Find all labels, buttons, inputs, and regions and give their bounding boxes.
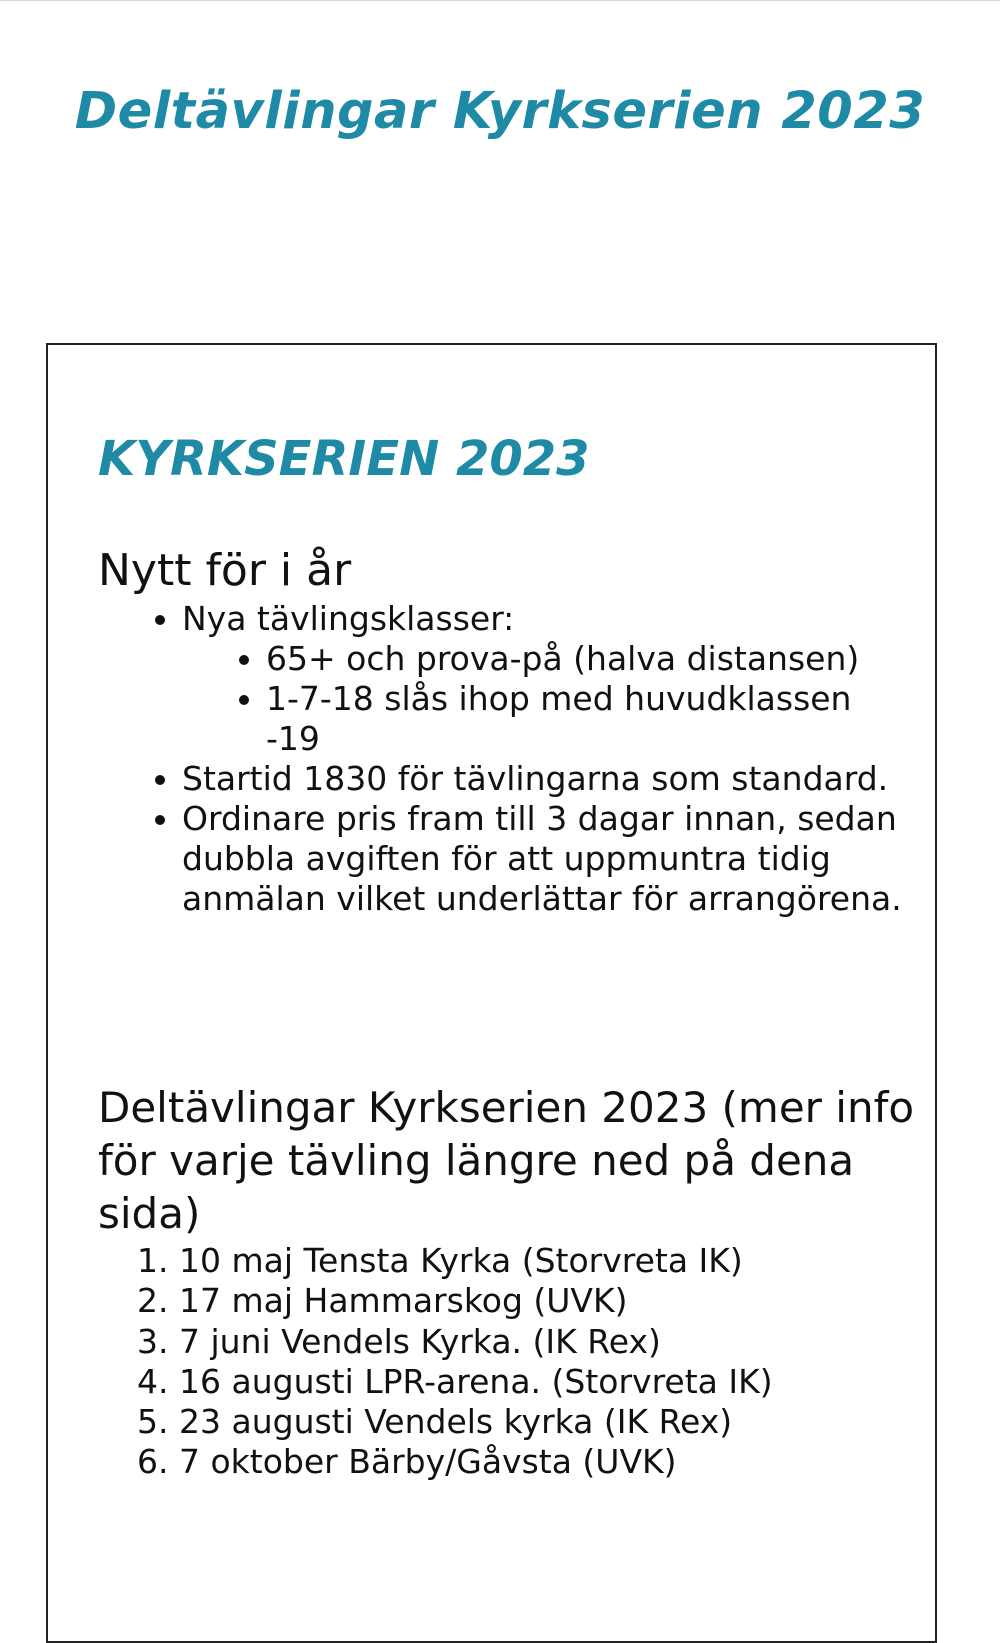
news-subitem: • 65+ och prova-på (halva distansen): [266, 639, 902, 679]
event-item: 6. 7 oktober Bärby/Gåvsta (UVK): [179, 1442, 919, 1482]
event-item: 2. 17 maj Hammarskog (UVK): [179, 1281, 919, 1321]
event-item: 3. 7 juni Vendels Kyrka. (IK Rex): [179, 1322, 919, 1362]
event-item: 5. 23 augusti Vendels kyrka (IK Rex): [179, 1402, 919, 1442]
news-list: [182, 599, 902, 919]
news-item: • Ordinare pris fram till 3 dagar innan, sedan dubbla avgiften för att uppmuntra tidig anmälan vilket underlättar för arrangörena.: [182, 799, 902, 919]
event-item: 4. 16 augusti LPR-arena. (Storvreta IK): [179, 1362, 919, 1402]
content-box: [46, 343, 937, 1643]
news-item: [182, 599, 902, 759]
events-list: [179, 1241, 919, 1483]
news-heading: Nytt för i år: [98, 545, 352, 596]
news-sublist: [182, 639, 902, 759]
news-subitem: • 1-7-18 slås ihop med huvudklassen -19: [266, 679, 902, 759]
box-heading: KYRKSERIEN 2023: [98, 431, 590, 487]
page-title: Deltävlingar Kyrkserien 2023: [74, 82, 926, 141]
events-heading: Deltävlingar Kyrkserien 2023 (mer info för varje tävling längre ned på dena sida): [98, 1083, 915, 1238]
news-item-text: Nya tävlingsklasser:: [182, 599, 515, 638]
top-divider: [0, 0, 1000, 1]
news-item: • Startid 1830 för tävlingarna som standard.: [182, 759, 902, 799]
event-item: 1. 10 maj Tensta Kyrka (Storvreta IK): [179, 1241, 919, 1281]
